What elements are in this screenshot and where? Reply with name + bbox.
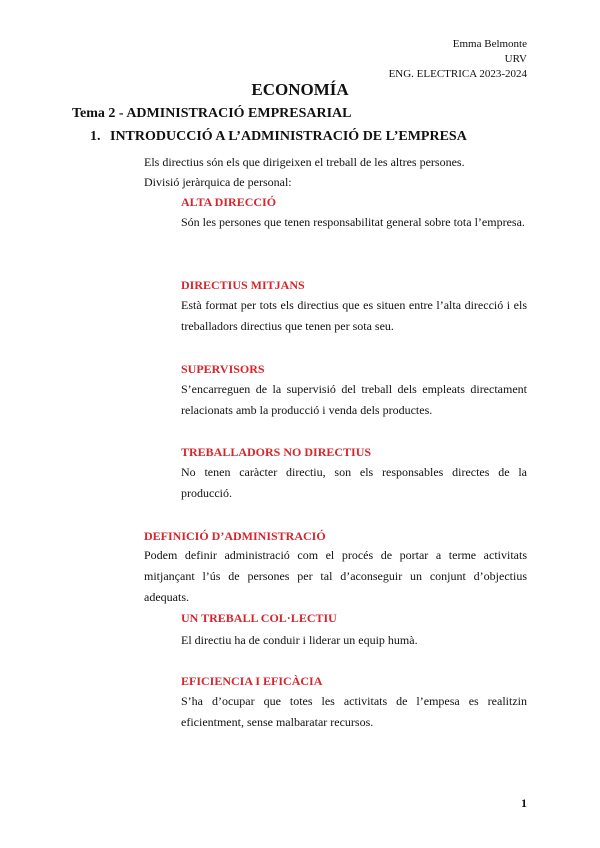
definicio-heading: DEFINICIÓ D’ADMINISTRACIÓ (144, 529, 326, 543)
supervisors-text: S’encarreguen de la supervisió del treball dels empleats directament relacionats amb la producció i venda dels productes. (181, 382, 527, 417)
section-number: 1. (90, 129, 101, 144)
intro-line-2: Divisió jeràrquica de personal: (144, 175, 292, 189)
treball-collectiu-heading: UN TREBALL COL·LECTIU (181, 611, 337, 625)
eficiencia-heading: EFICIENCIA I EFICÀCIA (181, 674, 323, 688)
page-number: 1 (521, 796, 527, 810)
directius-mitjans-heading: DIRECTIUS MITJANS (181, 278, 305, 292)
header-university: URV (504, 53, 527, 65)
treballadors-text: No tenen caràcter directiu, son els responsables directes de la producció. (181, 465, 527, 500)
page-title: ECONOMÍA (251, 80, 349, 99)
treballadors-heading: TREBALLADORS NO DIRECTIUS (181, 445, 372, 459)
tema-heading: Tema 2 - ADMINISTRACIÓ EMPRESARIAL (72, 106, 352, 121)
header-author: Emma Belmonte (452, 38, 527, 50)
alta-direccio-text: Són les persones que tenen responsabilitat general sobre tota l’empresa. (181, 215, 525, 229)
supervisors-heading: SUPERVISORS (181, 362, 265, 376)
eficiencia-text: S’ha d’ocupar que totes les activitats de l’empesa es realitzin eficientment, sense malbaratar recursos. (181, 694, 527, 729)
intro-line-1: Els directius són els que dirigeixen el treball de les altres persones. (144, 155, 465, 169)
section-heading (90, 129, 467, 145)
header-course: ENG. ELECTRICA 2023-2024 (388, 68, 527, 80)
alta-direccio-heading: ALTA DIRECCIÓ (181, 195, 277, 209)
definicio-text: Podem definir administració com el procés de portar a terme activitats mitjançant l’ús de persones per tal d’aconseguir un conjunt d’objectius adequats. (144, 548, 527, 604)
section-title: INTRODUCCIÓ A L’ADMINISTRACIÓ DE L’EMPRESA (110, 129, 467, 144)
directius-mitjans-text: Està format per tots els directius que es situen entre l’alta direcció i els treballadors directius que tenen per sota seu. (181, 298, 527, 333)
treball-collectiu-text: El directiu ha de conduir i liderar un equip humà. (181, 633, 418, 647)
